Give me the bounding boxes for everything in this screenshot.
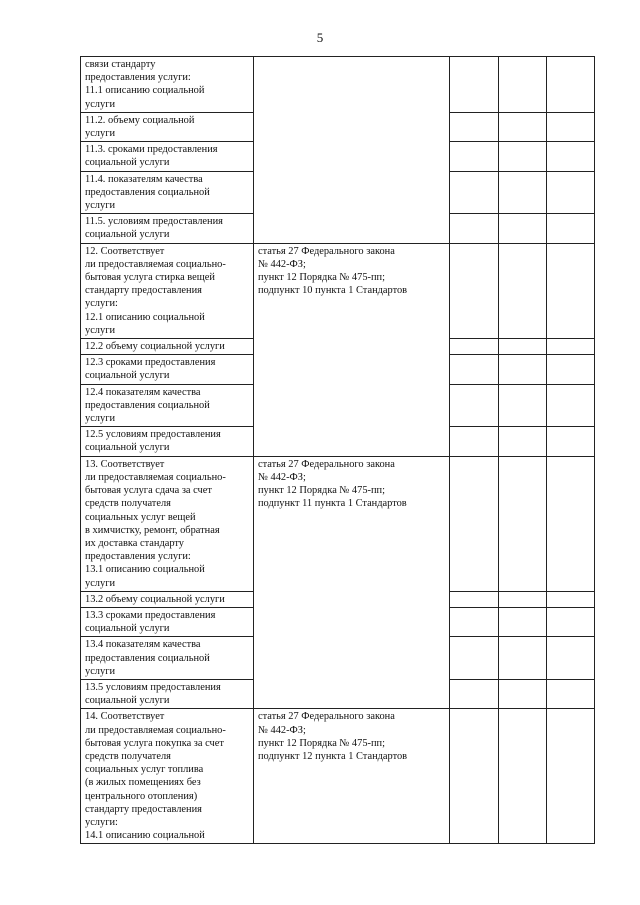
answer-na-cell [547, 171, 595, 214]
table-row [81, 709, 595, 844]
answer-yes-cell [450, 171, 499, 214]
question-cell: 12.2 объему социальной услуги [81, 339, 254, 355]
answer-no-cell [499, 214, 547, 243]
answer-yes-cell [450, 112, 499, 141]
question-cell: связи стандарту предоставления услуги: 11.1 описанию социальной услуги [81, 57, 254, 113]
legal-basis-cell: статья 27 Федерального закона № 442-ФЗ; пункт 12 Порядка № 475-пп; подпункт 12 пункта 1 Стандартов [254, 709, 450, 844]
answer-yes-cell [450, 679, 499, 708]
answer-yes-cell [450, 57, 499, 113]
answer-no-cell [499, 355, 547, 384]
answer-na-cell [547, 243, 595, 338]
answer-na-cell [547, 214, 595, 243]
answer-na-cell [547, 142, 595, 171]
answer-yes-cell [450, 709, 499, 844]
question-cell: 12.4 показателям качества предоставления социальной услуги [81, 384, 254, 427]
answer-yes-cell [450, 214, 499, 243]
answer-no-cell [499, 591, 547, 607]
question-cell: 11.5. условиям предоставления социальной услуги [81, 214, 254, 243]
answer-yes-cell [450, 456, 499, 591]
answer-no-cell [499, 243, 547, 338]
answer-no-cell [499, 427, 547, 456]
answer-yes-cell [450, 637, 499, 680]
answer-na-cell [547, 355, 595, 384]
answer-na-cell [547, 57, 595, 113]
legal-basis-cell [254, 57, 450, 244]
answer-na-cell [547, 709, 595, 844]
answer-no-cell [499, 679, 547, 708]
question-cell: 13.4 показателям качества предоставления социальной услуги [81, 637, 254, 680]
answer-na-cell [547, 384, 595, 427]
answer-na-cell [547, 427, 595, 456]
answer-yes-cell [450, 591, 499, 607]
table-row [81, 243, 595, 338]
question-cell: 12. Соответствует ли предоставляемая социально- бытовая услуга стирка вещей стандарту предоставления услуги: 12.1 описанию социальной услуги [81, 243, 254, 338]
answer-na-cell [547, 637, 595, 680]
answer-no-cell [499, 171, 547, 214]
answer-yes-cell [450, 142, 499, 171]
question-cell: 13. Соответствует ли предоставляемая социально- бытовая услуга сдача за счет средств получателя социальных услуг вещей в химчистку, ремонт, обратная их доставка стандарту предоставления услуги: 13.1 описанию социальной услуги [81, 456, 254, 591]
table-row [81, 456, 595, 591]
question-cell: 11.4. показателям качества предоставления социальной услуги [81, 171, 254, 214]
answer-yes-cell [450, 607, 499, 636]
answer-no-cell [499, 456, 547, 591]
question-cell: 13.3 сроками предоставления социальной услуги [81, 607, 254, 636]
answer-no-cell [499, 142, 547, 171]
table-row [81, 57, 595, 113]
answer-na-cell [547, 591, 595, 607]
checklist-table [80, 56, 595, 844]
answer-no-cell [499, 384, 547, 427]
answer-yes-cell [450, 339, 499, 355]
answer-yes-cell [450, 384, 499, 427]
legal-basis-cell: статья 27 Федерального закона № 442-ФЗ; пункт 12 Порядка № 475-пп; подпункт 10 пункта 1 Стандартов [254, 243, 450, 456]
checklist-table-body [81, 57, 595, 844]
question-cell: 12.5 условиям предоставления социальной услуги [81, 427, 254, 456]
page-number: 5 [316, 30, 324, 45]
answer-no-cell [499, 709, 547, 844]
answer-no-cell [499, 637, 547, 680]
answer-no-cell [499, 607, 547, 636]
answer-na-cell [547, 339, 595, 355]
question-cell: 13.5 условиям предоставления социальной услуги [81, 679, 254, 708]
answer-na-cell [547, 607, 595, 636]
answer-na-cell [547, 456, 595, 591]
question-cell: 14. Соответствует ли предоставляемая социально- бытовая услуга покупка за счет средств получателя социальных услуг топлива (в жилых помещениях без центрального отопления) стандарту предоставления услуги: 14.1 описанию социальной [81, 709, 254, 844]
question-cell: 11.3. сроками предоставления социальной услуги [81, 142, 254, 171]
legal-basis-cell: статья 27 Федерального закона № 442-ФЗ; пункт 12 Порядка № 475-пп; подпункт 11 пункта 1 Стандартов [254, 456, 450, 709]
answer-yes-cell [450, 355, 499, 384]
answer-no-cell [499, 339, 547, 355]
answer-na-cell [547, 679, 595, 708]
question-cell: 11.2. объему социальной услуги [81, 112, 254, 141]
answer-no-cell [499, 57, 547, 113]
answer-yes-cell [450, 243, 499, 338]
question-cell: 12.3 сроками предоставления социальной услуги [81, 355, 254, 384]
question-cell: 13.2 объему социальной услуги [81, 591, 254, 607]
answer-no-cell [499, 112, 547, 141]
answer-yes-cell [450, 427, 499, 456]
answer-na-cell [547, 112, 595, 141]
